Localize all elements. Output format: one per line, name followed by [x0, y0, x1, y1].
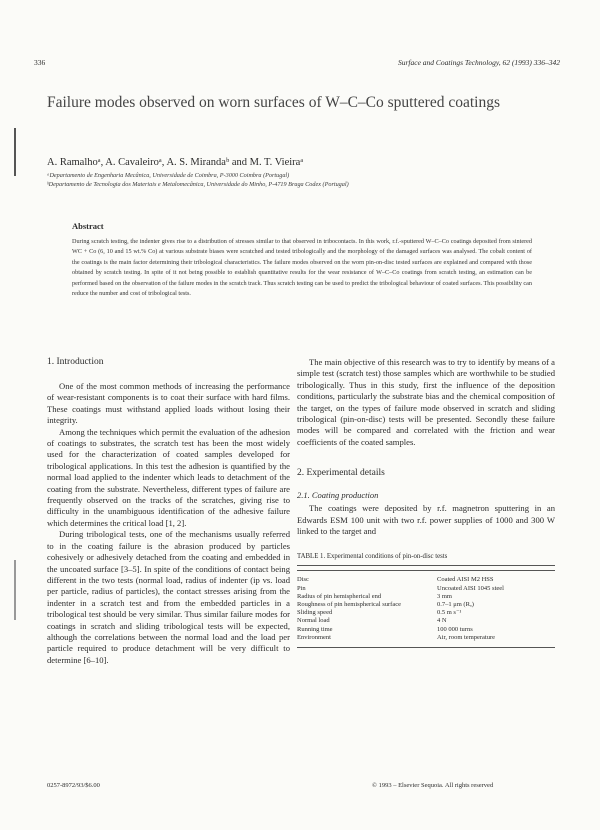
scan-artifact-mark	[14, 560, 16, 620]
journal-citation: Surface and Coatings Technology, 62 (1993) 336–342	[397, 58, 560, 67]
table-cell-param: Running time	[297, 625, 333, 633]
copyright-notice: © 1993 – Elsevier Sequoia. All rights reserved	[372, 782, 494, 789]
table-rule	[297, 570, 555, 571]
page-number: 336	[34, 58, 46, 67]
abstract-text: During scratch testing, the indenter gives rise to a distribution of stresses similar to that observed in tribocontacts. In this work, r.f.-sputtered W–C–Co coatings deposited from sintered WC + Co (6, 10 and 15 wt.% Co) at various substrate biases were scratched and tested tribologically and the morphology of the damaged surfaces was analysed. The cobalt content of the coatings is the main factor determining their tribological characteristics. The failure modes observed on the worn pin-on-disc tested surfaces are explained and compared with those obtained by scratch testing. In spite of it not being possible to establish quantitative results for the wear resistance of W–C–Co coatings from scratch testing, an estimation can be performed based on the observation of the failure modes in the scratch track. Thus scratch testing can be used to predict the tribological behaviour of coated surfaces. This possibility can reduce the number and cost of tribological tests.	[72, 238, 532, 298]
table-row	[297, 601, 555, 609]
table-row	[297, 609, 555, 617]
table-row	[297, 634, 555, 642]
table-row	[297, 576, 555, 584]
table-cell-param: Pin	[297, 584, 306, 592]
table-row	[297, 585, 555, 593]
table-cell-param: Roughness of pin hemispherical surface	[297, 601, 401, 609]
table-cell-param: Sliding speed	[297, 609, 333, 617]
table-row	[297, 617, 555, 625]
paper-title: Failure modes observed on worn surfaces of W–C–Co sputtered coatings	[47, 94, 500, 111]
table-cell-param: Radius of pin hemispherical end	[297, 592, 382, 600]
table-cell-value: 4 N	[437, 617, 447, 625]
table-rule	[297, 647, 555, 648]
table-cell-value: Coated AISI M2 HSS	[437, 576, 494, 584]
issn-price: 0257-8972/93/$6.00	[47, 782, 100, 789]
paragraph: Among the techniques which permit the evaluation of the adhesion of coatings to substrates, the scratch test has been the most widely used for the characterization of coated samples developed for tribological applications. In this test the adhesion is quantified by the normal load applied to the indenter which leads to detachment of the coating from the substrate. Nevertheless, different types of failure are frequently observed on the tracks of the scratches, giving rise to difficulty in the unambiguous identification of the adhesive failure which determines the critical load [1, 2].	[47, 426, 290, 528]
table-cell-value: 0.7–1 μm (Rₐ)	[437, 601, 474, 609]
table-cell-value: 100 000 turns	[437, 625, 473, 633]
table-rule	[297, 565, 555, 566]
affiliation-a: ᵃDepartamento de Engenharia Mecânica, Universidade de Coimbra, P-3000 Coimbra (Portugal)	[47, 172, 290, 179]
table-cell-value: 0.5 m s⁻¹	[437, 609, 462, 617]
section-heading-introduction: 1. Introduction	[47, 357, 104, 367]
table-cell-param: Disc	[297, 576, 309, 584]
abstract-heading: Abstract	[72, 221, 104, 231]
table-cell-value: Uncoated AISI 1045 steel	[437, 584, 504, 592]
paragraph: The coatings were deposited by r.f. magnetron sputtering in an Edwards ESM 100 unit with two r.f. power supplies of 1000 and 300 W linked to the target and	[297, 503, 555, 537]
paragraph: One of the most common methods of increasing the performance of wear-resistant components is to coat their surface with hard films. These coatings must withstand applied loads without losing their integrity.	[47, 381, 290, 426]
subsection-heading: 2.1. Coating production	[297, 490, 379, 501]
table-row	[297, 593, 555, 601]
author-list: A. Ramalhoᵃ, A. Cavaleiroᵃ, A. S. Mirandaᵇ and M. T. Vieiraᵃ	[47, 157, 304, 168]
scan-artifact-mark	[14, 128, 16, 176]
paragraph: The main objective of this research was to try to identify by means of a simple test (scratch test) those samples which are worthwhile to be studied tribologically. Thus in this study, first the influence of the deposition conditions, particularly the substrate bias and the chemical composition of the target, on the types of failure mode observed in scratch and sliding tribological (pin-on-disc) tests will be presented. Secondly these failure modes will be compared and correlated with the friction and wear coefficients of the coated samples.	[297, 357, 555, 447]
table-row	[297, 626, 555, 634]
conditions-table	[297, 576, 555, 642]
right-column	[297, 357, 555, 648]
table-cell-param: Normal load	[297, 617, 330, 625]
table-cell-param: Environment	[297, 633, 331, 641]
section-heading-experimental: 2. Experimental details	[297, 468, 385, 479]
table-caption: TABLE 1. Experimental conditions of pin-on-disc tests	[297, 553, 448, 561]
table-cell-value: Air, room temperature	[437, 633, 496, 641]
paragraph: During tribological tests, one of the mechanisms usually referred to in the coating failure is the abrasion produced by particles cohesively or adhesively detached from the coating and embedded in the uncoated surface [3–5]. In spite of the conditions of contact being different in the two tests (normal load, radius of indenter (ip vs. load per particle, radius of particles), the contact stresses arising from the indenter in a scratch test and from the embedded particles in a tribological test should be very similar. Thus similar failure modes for coatings in scratch and sliding tribological tests will be expected, although the correlations between the normal load and the load per particle required to produce detachment will be very difficult to determine [6–10].	[47, 529, 290, 665]
table-cell-value: 3 mm	[437, 592, 452, 600]
affiliation-b: ᵇDepartamento de Tecnologia dos Materiais e Metalomecânica, Universidade do Minho, P-4719 Braga Codex (Portugal)	[47, 181, 349, 188]
left-column	[47, 357, 290, 666]
